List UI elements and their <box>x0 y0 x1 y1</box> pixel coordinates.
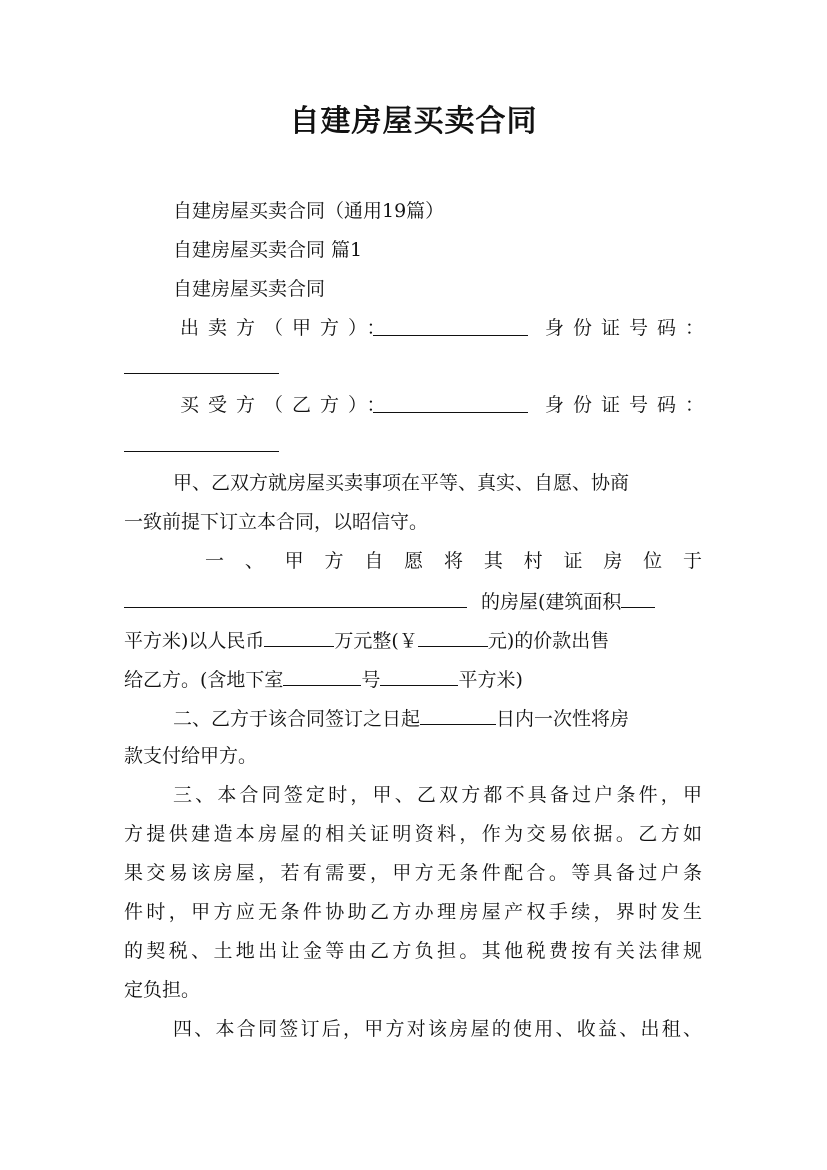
clause-1-hao-text: 号 <box>361 669 381 691</box>
clause-3-line-4: 件时，甲方应无条件协助乙方办理房屋产权手续，界时发生 <box>124 901 702 923</box>
price-words-blank <box>264 620 334 647</box>
clause-1-area-text: 的房屋(建筑面积 <box>481 591 622 613</box>
clause-2-text-b: 日内一次性将房 <box>496 708 630 730</box>
basement-number-blank <box>283 659 361 686</box>
clause-2-text-a: 二、乙方于该合同签订之日起 <box>173 708 421 730</box>
basement-area-blank <box>380 659 458 686</box>
header-line-3: 自建房屋买卖合同 <box>173 278 326 300</box>
clause-3-line-5: 的契税、土地出让金等由乙方负担。其他税费按有关法律规 <box>124 940 702 962</box>
seller-name-blank <box>373 309 528 349</box>
header-line-1: 自建房屋买卖合同（通用19篇） <box>173 200 445 222</box>
location-blank <box>124 581 467 608</box>
seller-name-field <box>373 309 528 336</box>
clause-1-line-2 <box>124 581 655 621</box>
seller-row <box>180 309 395 347</box>
price-number-blank <box>418 620 488 647</box>
area-blank <box>621 581 655 608</box>
clause-2-line-2: 款支付给甲方。 <box>124 745 258 767</box>
buyer-id-label: 身份证号码： <box>545 394 714 416</box>
buyer-id-blank <box>124 425 279 465</box>
clause-3-line-1: 三、本合同签定时，甲、乙双方都不具备过户条件，甲 <box>173 784 702 806</box>
clause-1-yuan-text: 万元整(￥ <box>334 630 418 652</box>
clause-1-line-4 <box>124 659 523 699</box>
buyer-id-field <box>124 425 279 452</box>
clause-3-line-3: 果交易该房屋，若有需要，甲方无条件配合。等具备过户条 <box>124 862 702 884</box>
header-line-2: 自建房屋买卖合同 篇1 <box>173 239 363 261</box>
intro-line-1: 甲、乙双方就房屋买卖事项在平等、真实、自愿、协商 <box>173 472 630 494</box>
clause-1-sale-text: 元)的价款出售 <box>487 630 610 652</box>
buyer-label: 买受方（乙方）： <box>180 394 395 416</box>
seller-id-label: 身份证号码： <box>545 317 714 339</box>
clause-1-sqm-text: 平方米) <box>458 669 523 691</box>
document-title: 自建房屋买卖合同 <box>289 104 538 139</box>
buyer-id-row <box>545 386 713 424</box>
clause-1-basement-text: 给乙方。(含地下室 <box>124 669 284 691</box>
seller-id-field <box>124 347 279 374</box>
payment-days-blank <box>420 698 496 725</box>
clause-1-price-text: 平方米)以人民币 <box>124 630 265 652</box>
clause-3-line-2: 方提供建造本房屋的相关证明资料，作为交易依据。乙方如 <box>124 823 702 845</box>
intro-line-2: 一致前提下订立本合同，以昭信守。 <box>124 511 429 533</box>
seller-label: 出卖方（甲方）： <box>180 317 395 339</box>
seller-id-blank <box>124 347 279 387</box>
clause-1-line-3 <box>124 620 609 660</box>
seller-id-row <box>545 309 713 347</box>
clause-4-line-1: 四、本合同签订后，甲方对该房屋的使用、收益、出租、 <box>173 1018 702 1040</box>
clause-2-line-1 <box>173 698 629 738</box>
clause-3-line-6: 定负担。 <box>124 979 201 1001</box>
buyer-row <box>180 386 395 424</box>
buyer-name-field <box>373 386 528 413</box>
buyer-name-blank <box>373 386 528 426</box>
clause-1-line-1: 一、甲方自愿将其村证房位于 <box>205 550 702 572</box>
